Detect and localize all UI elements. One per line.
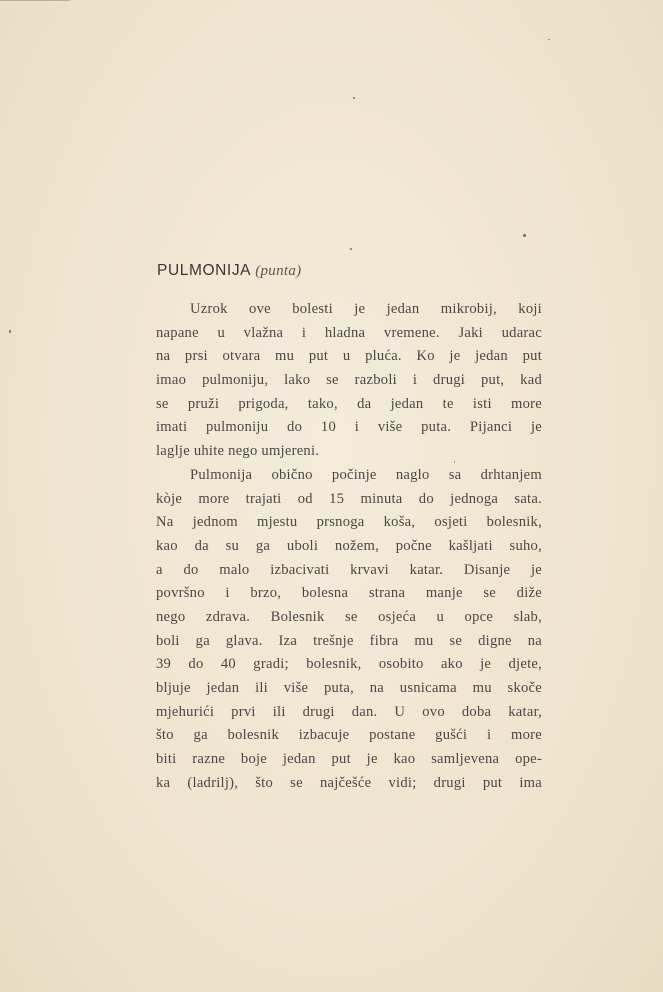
text-line: što ga bolesnik izbacuje postane gušći i more	[156, 727, 542, 744]
paper-speck	[9, 330, 11, 333]
text-line: ka (ladrilj), što se najčešće vidi; drugi put ima	[156, 774, 542, 791]
text-line: boli ga glava. Iza trešnje fibra mu se digne na	[156, 632, 542, 649]
title-subtitle: (punta)	[255, 263, 302, 279]
paper-speck	[350, 248, 352, 250]
page-edge-mark	[0, 0, 70, 1]
text-line: bljuje jedan ili više puta, na usnicama mu skoče	[156, 680, 542, 696]
title-text: PULMONIJA	[157, 262, 251, 279]
text-line: kao da su ga uboli nožem, počne kašljati suho,	[156, 537, 542, 554]
text-line: kòje more trajati od 15 minuta do jednoga sata.	[156, 490, 542, 507]
text-line: nego zdrava. Bolesnik se osjeća u opce slab,	[156, 608, 542, 625]
text-line: napane u vlažna i hladna vremene. Jaki udarac	[156, 324, 542, 341]
text-line: 39 do 40 gradi; bolesnik, osobito ako je djete,	[156, 656, 542, 673]
text-line: Na jednom mjestu prsnoga koša, osjeti bolesnik,	[156, 514, 542, 531]
text-line: se pruži prigoda, tako, da jedan te isti more	[156, 395, 542, 412]
text-line: na prsi otvara mu put u pluća. Ko je jedan put	[156, 348, 542, 365]
paper-speck	[523, 234, 526, 237]
paper-speck	[548, 39, 550, 40]
text-line: biti razne boje jedan put je kao samljevena ope-	[156, 751, 542, 768]
text-line: površno i brzo, bolesna strana manje se diže	[156, 585, 542, 602]
body-text	[156, 298, 542, 795]
text-line: mjehurići prvi ili drugi dan. U ovo doba katar,	[156, 703, 542, 720]
text-line: imati pulmoniju do 10 i više puta. Pijanci je	[156, 419, 542, 436]
page-title	[157, 262, 301, 280]
text-line: imao pulmoniju, lako se razboli i drugi put, kad	[156, 372, 542, 389]
text-line: Uzrok ove bolesti je jedan mikrobij, koji	[190, 301, 542, 317]
paper-speck	[353, 97, 355, 99]
text-line: a do malo izbacivati krvavi katar. Disanje je	[156, 561, 542, 578]
text-line: laglje uhite nego umjereni.	[156, 443, 320, 460]
text-line: Pulmonija obično počinje naglo sa drhtanjem	[190, 466, 542, 483]
